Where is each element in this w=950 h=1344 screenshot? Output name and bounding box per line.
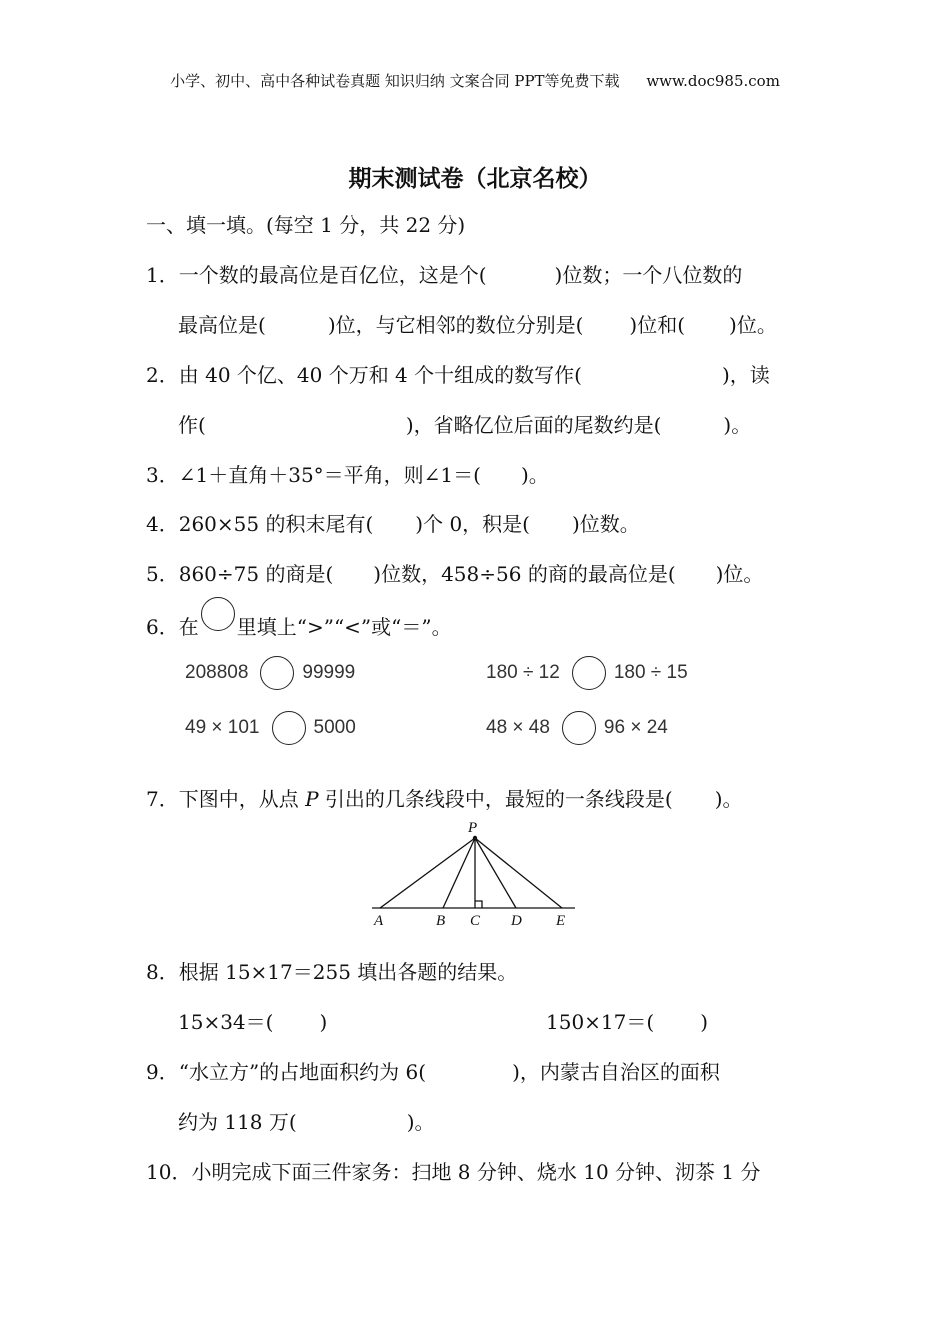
compare-circle[interactable] xyxy=(272,711,306,745)
question-text: 引出的几条线段中，最短的一条线段是( xyxy=(318,787,673,811)
question-text: “水立方”的占地面积约为 6( xyxy=(178,1060,427,1084)
question-text: 最高位是( xyxy=(178,313,266,337)
page-title: 期末测试卷（北京名校） xyxy=(348,166,602,192)
compare-item-1 xyxy=(185,656,355,690)
compare-right: 5000 xyxy=(313,717,356,738)
question-text: ∠1＋直角＋35°＝平角，则∠1＝( xyxy=(178,463,481,487)
page-header xyxy=(0,70,950,91)
label-d: D xyxy=(511,913,522,929)
question-9-line-2 xyxy=(178,1108,435,1136)
right-angle-mark xyxy=(475,901,482,908)
compare-circle[interactable] xyxy=(572,656,606,690)
question-text: ) xyxy=(319,1010,328,1034)
question-text: )位。 xyxy=(729,313,777,337)
question-text: 860÷75 的商是( xyxy=(178,562,334,586)
label-e: E xyxy=(556,913,566,929)
question-number: 6． xyxy=(146,615,179,639)
segment-pb xyxy=(443,838,475,908)
question-9-line-1 xyxy=(146,1058,720,1086)
question-text: 作( xyxy=(178,413,206,437)
label-p: P xyxy=(468,820,478,836)
question-5 xyxy=(146,560,763,588)
label-c: C xyxy=(470,913,481,929)
compare-circle[interactable] xyxy=(562,711,596,745)
question-number: 2． xyxy=(146,363,179,387)
header-site: www.doc985.com xyxy=(646,72,780,90)
question-text: )个 0，积是( xyxy=(415,512,530,536)
compare-item-4 xyxy=(486,711,668,745)
question-text: 下图中，从点 xyxy=(178,787,306,811)
question-text: 15×34＝( xyxy=(178,1010,274,1034)
question-text: 小明完成下面三件家务：扫地 8 分钟、烧水 10 分钟、沏茶 1 分 xyxy=(191,1160,761,1184)
compare-right: 180 ÷ 15 xyxy=(613,662,688,683)
segment-pd xyxy=(475,838,516,908)
question-text: )位数。 xyxy=(571,512,640,536)
question-text: )。 xyxy=(714,787,743,811)
question-4 xyxy=(146,510,640,538)
segment-pa xyxy=(380,838,475,908)
question-number: 7． xyxy=(146,787,179,811)
question-8 xyxy=(146,958,517,986)
question-text: 由 40 个亿、40 个万和 4 个十组成的数写作( xyxy=(178,363,582,387)
question-text: 在 xyxy=(178,615,199,639)
compare-item-3 xyxy=(185,711,356,745)
compare-circle[interactable] xyxy=(260,656,294,690)
question-8-right xyxy=(546,1008,708,1036)
question-text: )，省略亿位后面的尾数约是( xyxy=(405,413,662,437)
question-text: )位数；一个八位数的 xyxy=(554,263,743,287)
inline-circle-icon xyxy=(201,597,235,631)
question-text: 里填上“>”“<”或“＝”。 xyxy=(236,615,452,639)
question-text: ) xyxy=(700,1010,708,1034)
question-text: )。 xyxy=(723,413,752,437)
question-text: )位和( xyxy=(629,313,686,337)
question-7 xyxy=(146,785,743,813)
compare-left: 48 × 48 xyxy=(486,717,550,738)
compare-left: 180 ÷ 12 xyxy=(486,662,560,683)
compare-left: 49 × 101 xyxy=(185,717,260,738)
question-text: )，读 xyxy=(721,363,770,387)
question-6 xyxy=(146,613,452,641)
question-text: )。 xyxy=(520,463,549,487)
question-2-line-1 xyxy=(146,361,770,389)
header-text: 小学、初中、高中各种试卷真题 知识归纳 文案合同 PPT等免费下载 xyxy=(170,72,620,90)
question-8-left xyxy=(178,1008,327,1036)
question-text: )。 xyxy=(406,1110,435,1134)
question-number: 1． xyxy=(146,263,179,287)
question-number: 5． xyxy=(146,562,179,586)
question-number: 3． xyxy=(146,463,179,487)
question-10 xyxy=(146,1158,761,1186)
question-text: 150×17＝( xyxy=(546,1010,655,1034)
question-text: )位。 xyxy=(715,562,764,586)
question-1-line-1 xyxy=(146,261,742,289)
question-text: )位数，458÷56 的商的最高位是( xyxy=(373,562,676,586)
geometry-figure xyxy=(360,818,590,934)
question-number: 10． xyxy=(146,1160,192,1184)
question-2-line-2 xyxy=(178,411,751,439)
segment-pe xyxy=(475,838,562,908)
question-number: 4． xyxy=(146,512,179,536)
question-text: )位，与它相邻的数位分别是( xyxy=(327,313,584,337)
compare-right: 99999 xyxy=(302,662,356,683)
question-3 xyxy=(146,461,549,489)
point-label: P xyxy=(305,787,319,811)
point-p xyxy=(473,836,477,840)
compare-right: 96 × 24 xyxy=(603,717,668,738)
compare-left: 208808 xyxy=(185,662,249,683)
question-1-line-2 xyxy=(178,311,777,339)
question-text: 一个数的最高位是百亿位，这是个( xyxy=(178,263,487,287)
question-text: )，内蒙古自治区的面积 xyxy=(512,1060,720,1084)
label-b: B xyxy=(436,913,446,929)
question-text: 约为 118 万( xyxy=(178,1110,297,1134)
label-a: A xyxy=(374,913,384,929)
question-number: 8． xyxy=(146,960,179,984)
compare-item-2 xyxy=(486,656,688,690)
question-number: 9． xyxy=(146,1060,179,1084)
question-text: 根据 15×17＝255 填出各题的结果。 xyxy=(178,960,518,984)
question-text: 260×55 的积末尾有( xyxy=(178,512,374,536)
section-heading: 一、填一填。(每空 1 分，共 22 分) xyxy=(146,213,466,237)
